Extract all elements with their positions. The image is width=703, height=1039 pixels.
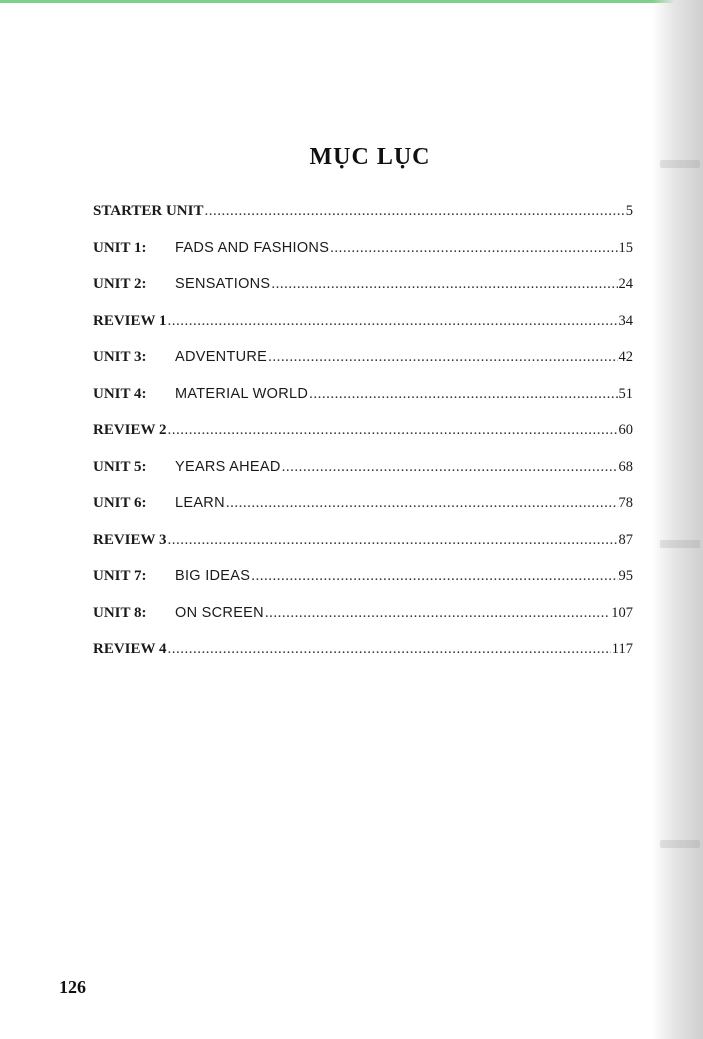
toc-leader-dots [168,422,618,439]
toc-row-unit-7[interactable] [93,568,633,605]
bleed-through-mark [660,840,700,848]
toc-label: UNIT 2: [93,276,147,292]
toc-page-number: 51 [618,385,633,402]
toc-label: STARTER UNIT [93,203,204,219]
toc-row-unit-8[interactable] [93,605,633,642]
toc-row-unit-6[interactable] [93,495,633,532]
toc-leader-dots [330,240,617,257]
toc-leader-dots [265,605,610,622]
toc-unit-name: ON SCREEN [175,604,264,621]
toc-leader-dots [268,349,617,366]
toc-page-number: 68 [618,458,633,475]
toc-unit-name: BIG IDEAS [175,568,251,584]
toc-label: UNIT 5: [93,458,147,475]
toc-row-unit-3[interactable] [93,349,633,386]
toc-page-number: 24 [618,276,633,292]
toc-leader-dots [168,641,611,658]
toc-leader-dots [168,532,618,549]
toc-label: UNIT 7: [93,568,147,584]
toc-label: UNIT 4: [93,385,147,402]
toc-leader-dots [251,568,617,585]
toc-unit-name: ADVENTURE [175,349,268,365]
page-title: MỤC LỤC [309,144,431,171]
toc-row-review-1[interactable] [93,313,633,350]
toc-page-number: 5 [625,203,633,219]
toc-page-number: 34 [618,312,633,329]
toc-leader-dots [226,495,618,512]
bleed-through-mark [660,540,700,548]
toc-page-number: 60 [618,422,633,438]
toc-row-unit-1[interactable] [93,240,633,277]
toc-leader-dots [271,276,617,293]
toc-row-unit-4[interactable] [93,386,633,423]
toc-label: UNIT 1: [93,239,147,256]
top-edge-rule [0,0,703,3]
toc-unit-name: LEARN [175,495,225,511]
toc-leader-dots [204,203,624,220]
toc-row-starter[interactable] [93,203,633,240]
toc-row-review-4[interactable] [93,641,633,678]
toc-label: REVIEW 4 [93,641,167,657]
toc-label: UNIT 8: [93,604,147,621]
toc-unit-name: FADS AND FASHIONS [175,239,330,256]
toc-row-review-2[interactable] [93,422,633,459]
toc-unit-name: YEARS AHEAD [175,458,281,475]
page-number: 126 [59,977,86,997]
toc-page-number: 117 [611,641,633,657]
toc-page-number: 87 [618,531,633,548]
table-of-contents [93,203,633,678]
toc-leader-dots [282,459,618,476]
toc-leader-dots [309,386,617,403]
toc-page-number: 107 [611,604,633,621]
toc-label: REVIEW 2 [93,422,167,438]
toc-label: UNIT 3: [93,349,147,365]
toc-label: REVIEW 3 [93,531,167,548]
toc-row-unit-5[interactable] [93,459,633,496]
toc-page-number: 15 [618,239,633,256]
toc-page-number: 95 [618,568,633,584]
toc-page-number: 42 [618,349,633,365]
toc-label: REVIEW 1 [93,312,167,329]
toc-row-review-3[interactable] [93,532,633,569]
toc-page-number: 78 [618,495,633,511]
toc-unit-name: SENSATIONS [175,276,271,292]
toc-unit-name: MATERIAL WORLD [175,385,309,402]
toc-row-unit-2[interactable] [93,276,633,313]
toc-leader-dots [168,313,618,330]
toc-label: UNIT 6: [93,495,147,511]
